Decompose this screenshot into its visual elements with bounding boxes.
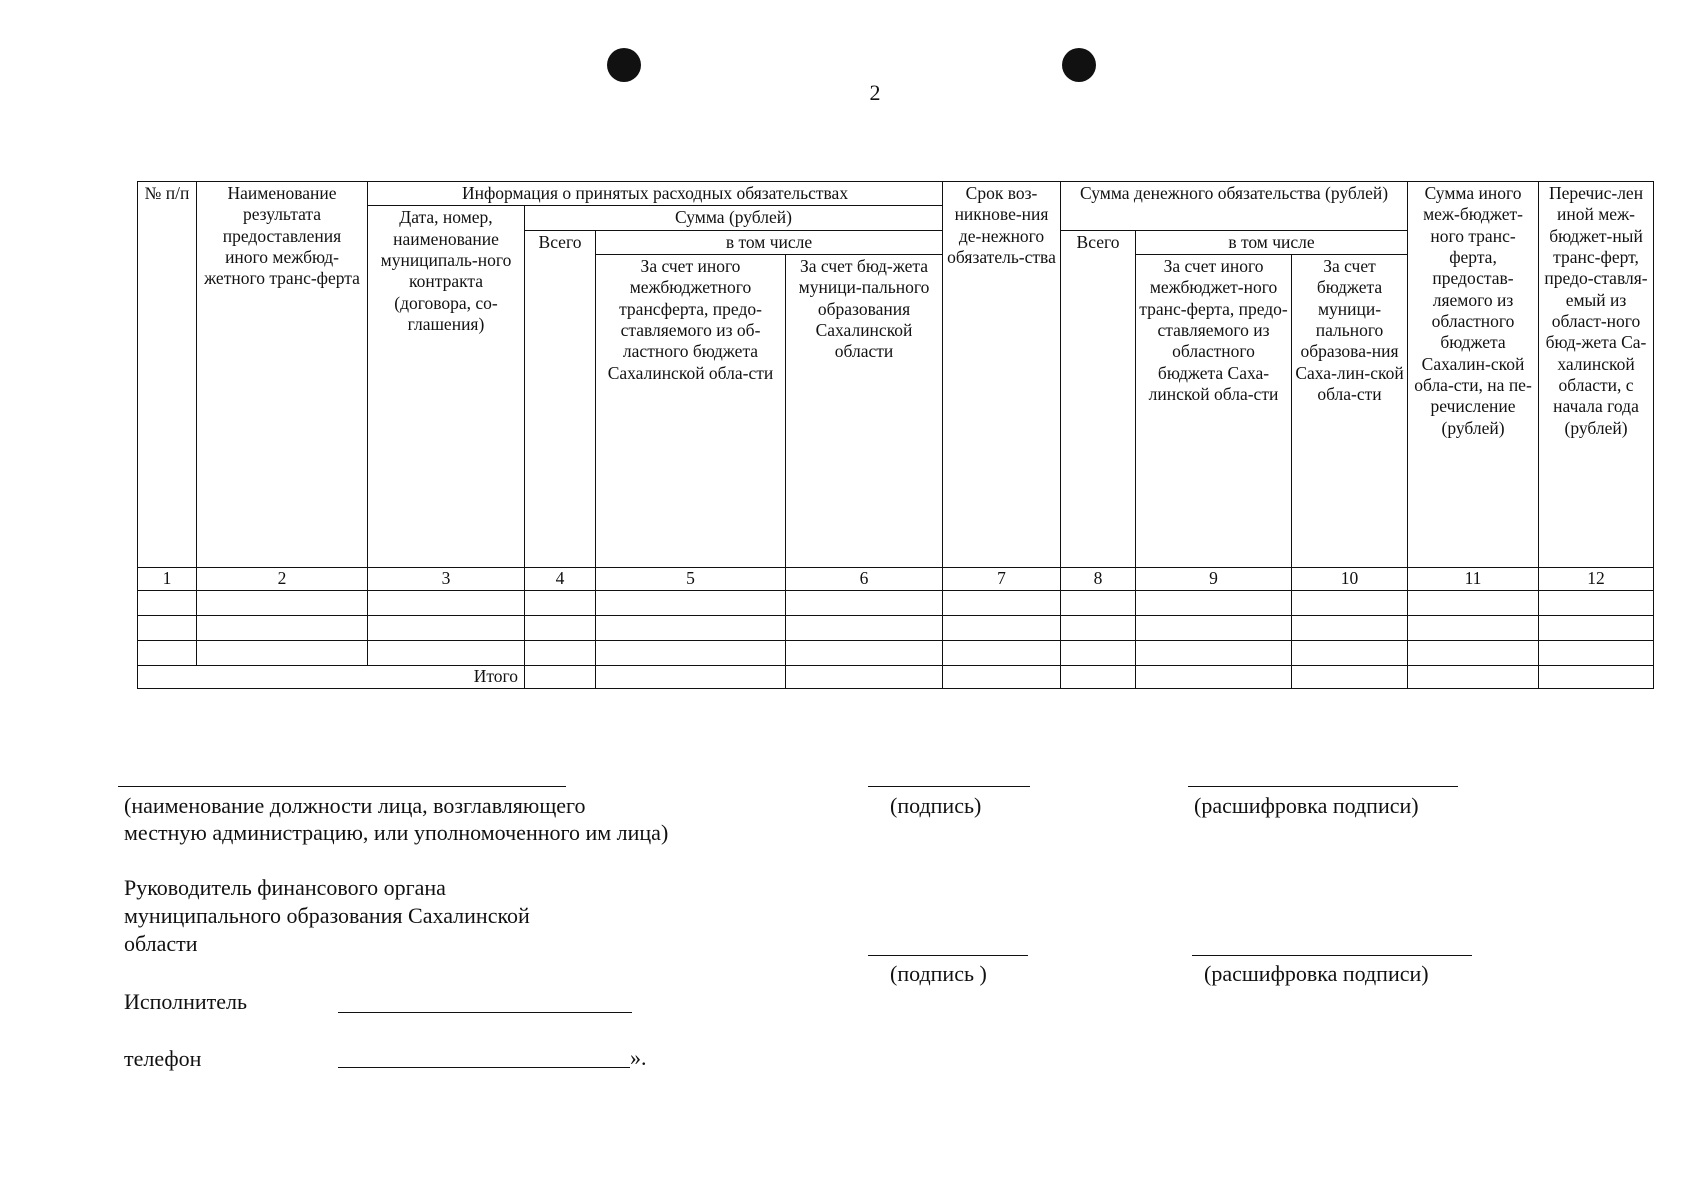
decode-caption-1: (расшифровка подписи)	[1194, 793, 1419, 818]
col-number: 3	[368, 568, 525, 591]
table-cell	[786, 591, 943, 616]
col-number: 8	[1061, 568, 1136, 591]
col-number: 1	[138, 568, 197, 591]
header-sum-rub: Сумма (рублей)	[525, 206, 943, 230]
header-including-a: в том числе	[596, 230, 943, 254]
table-cell	[1292, 641, 1408, 666]
table-cell	[1061, 666, 1136, 689]
obligations-table	[137, 181, 1654, 689]
total-label: Итого	[138, 666, 525, 689]
header-contract: Дата, номер, наименование муниципаль-ного контракта (договора, со-глашения)	[368, 206, 525, 568]
finance-head-line-2: муниципального образования Сахалинской	[124, 903, 530, 928]
position-caption-1: (наименование должности лица, возглавляющего	[124, 793, 586, 818]
phone-label: телефон	[124, 1046, 202, 1071]
col-number: 11	[1408, 568, 1539, 591]
col-number: 5	[596, 568, 786, 591]
punch-hole-right	[1062, 48, 1096, 82]
header-col-10: За счет бюджета муници-пального образова-ния Саха-лин-ской обла-сти	[1292, 255, 1408, 568]
page-number: 2	[869, 80, 881, 105]
table-cell	[525, 616, 596, 641]
col-number: 12	[1539, 568, 1654, 591]
table-cell	[943, 666, 1061, 689]
signature-line-1	[868, 786, 1030, 787]
table-cell	[596, 616, 786, 641]
signature-caption-1: (подпись)	[890, 793, 982, 818]
header-transfer-sum: Сумма иного меж-бюджет-ного транс-ферта, предостав-ляемого из областного бюджета Сахалин-ской обла-сти, на пе-речисление (рублей)	[1408, 182, 1539, 568]
signature-caption-2: (подпись )	[890, 961, 987, 986]
col-number: 10	[1292, 568, 1408, 591]
table-cell	[138, 591, 197, 616]
header-money-obligation: Сумма денежного обязательства (рублей)	[1061, 182, 1408, 231]
closing-quote: ».	[630, 1045, 647, 1070]
table-cell	[943, 616, 1061, 641]
table-cell	[1061, 616, 1136, 641]
header-accepted-obligations: Информация о принятых расходных обязательствах	[368, 182, 943, 206]
table-cell	[368, 641, 525, 666]
table-cell	[1408, 591, 1539, 616]
executor-line	[338, 1012, 632, 1013]
table-cell	[197, 591, 368, 616]
header-obligation-term: Срок воз-никнове-ния де-нежного обязатель-ства	[943, 182, 1061, 568]
table-cell	[786, 666, 943, 689]
col-number: 7	[943, 568, 1061, 591]
table-row	[138, 591, 1654, 616]
table-cell	[138, 616, 197, 641]
table-cell	[596, 591, 786, 616]
col-number: 2	[197, 568, 368, 591]
header-row-1	[138, 182, 1654, 206]
table-row	[138, 641, 1654, 666]
header-result-name: Наименование результата предоставления иного межбюд-жетного транс-ферта	[197, 182, 368, 568]
position-line	[118, 786, 566, 787]
table-cell	[197, 616, 368, 641]
table-cell	[525, 641, 596, 666]
phone-line	[338, 1067, 630, 1068]
table-cell	[1539, 591, 1654, 616]
table-cell	[1539, 666, 1654, 689]
table-cell	[1292, 616, 1408, 641]
col-number: 4	[525, 568, 596, 591]
decode-line-1	[1188, 786, 1458, 787]
header-total-b: Всего	[1061, 230, 1136, 567]
finance-head-line-3: области	[124, 931, 198, 956]
table-cell	[1292, 666, 1408, 689]
header-num: № п/п	[138, 182, 197, 568]
table-cell	[1539, 641, 1654, 666]
header-transferred: Перечис-лен иной меж-бюджет-ный транс-ферт, предо-ставля-емый из област-ного бюд-жета Са-халинской области, с начала года (рублей)	[1539, 182, 1654, 568]
table-cell	[1408, 641, 1539, 666]
table-cell	[1408, 666, 1539, 689]
decode-line-2	[1192, 955, 1472, 956]
header-including-b: в том числе	[1136, 230, 1408, 254]
executor-label: Исполнитель	[124, 989, 248, 1014]
header-total-a: Всего	[525, 230, 596, 567]
table-cell	[1136, 641, 1292, 666]
table-cell	[1292, 591, 1408, 616]
table-cell	[1136, 616, 1292, 641]
col-number: 9	[1136, 568, 1292, 591]
table-cell	[1408, 616, 1539, 641]
punch-hole-left	[607, 48, 641, 82]
table-cell	[1136, 591, 1292, 616]
table-cell	[1136, 666, 1292, 689]
total-row	[138, 666, 1654, 689]
table-cell	[786, 616, 943, 641]
table-cell	[1061, 641, 1136, 666]
signature-line-2	[868, 955, 1028, 956]
header-col-9: За счет иного межбюджет-ного транс-ферта, предо-ставляемого из областного бюджета Саха-линской обла-сти	[1136, 255, 1292, 568]
header-col-6: За счет бюд-жета муници-пального образования Сахалинской области	[786, 255, 943, 568]
table-cell	[138, 641, 197, 666]
table-cell	[786, 641, 943, 666]
table-cell	[596, 666, 786, 689]
finance-head-line-1: Руководитель финансового органа	[124, 875, 446, 900]
decode-caption-2: (расшифровка подписи)	[1204, 961, 1429, 986]
table-row	[138, 616, 1654, 641]
table-cell	[596, 641, 786, 666]
table-cell	[525, 666, 596, 689]
table-cell	[368, 591, 525, 616]
column-numbers-row	[138, 568, 1654, 591]
table-cell	[368, 616, 525, 641]
table-cell	[1539, 616, 1654, 641]
table-cell	[1061, 591, 1136, 616]
table-cell	[943, 591, 1061, 616]
table-cell	[525, 591, 596, 616]
table-cell	[197, 641, 368, 666]
position-caption-2: местную администрацию, или уполномоченного им лица)	[124, 820, 669, 845]
table-cell	[943, 641, 1061, 666]
header-col-5: За счет иного межбюджетного трансферта, предо-ставляемого из об-ластного бюджета Сахалинской обла-сти	[596, 255, 786, 568]
col-number: 6	[786, 568, 943, 591]
